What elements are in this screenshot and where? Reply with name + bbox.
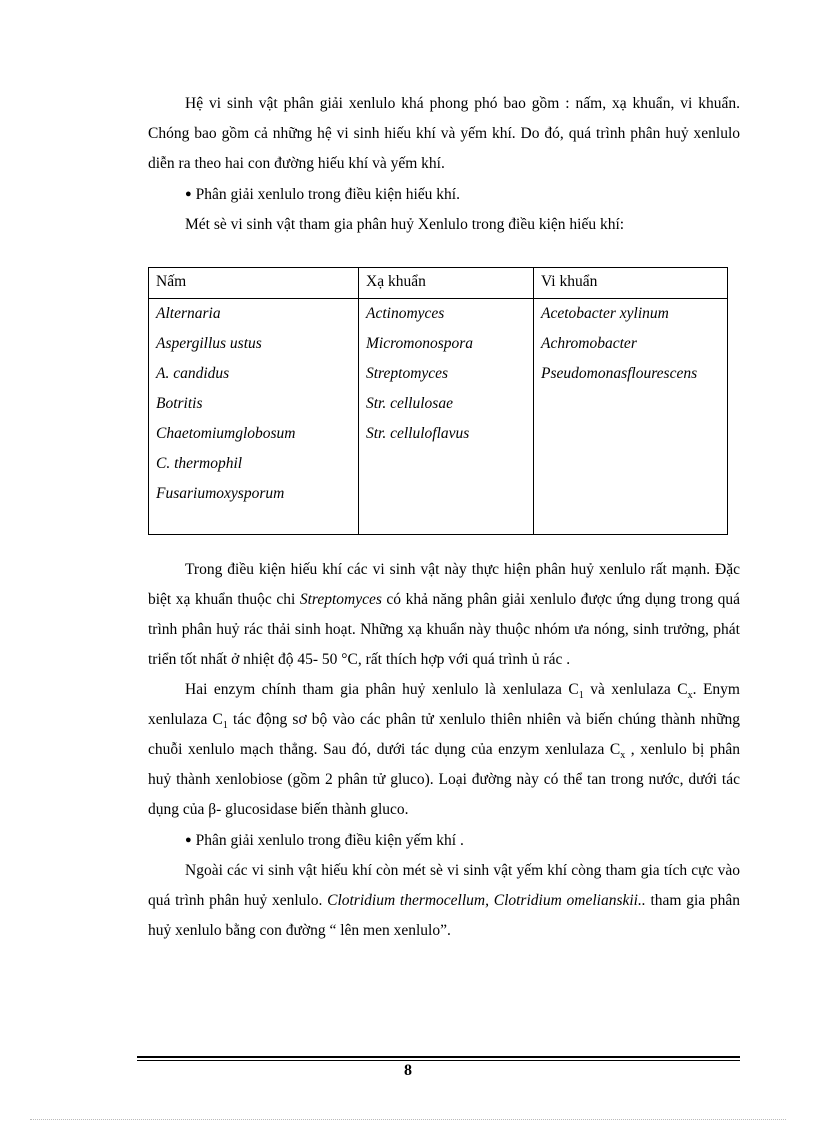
table-header-row [149, 268, 728, 299]
paragraph-enzymes [148, 675, 740, 825]
list-item: Alternaria [156, 305, 221, 322]
intro-section [148, 89, 740, 240]
paragraph-intro: Hệ vi sinh vật phân giải xenlulo khá phong phó bao gồm : nấm, xạ khuẩn, vi khuẩn. Chóng bao gồm cả những hệ vi sinh hiếu khí và yếm khí. Do đó, quá trình phân huỷ xenlulo diễn ra theo hai con đường hiếu khí và yếm khí. [148, 95, 740, 172]
bacteria-cell [534, 299, 728, 535]
header-fungi: Nấm [149, 268, 359, 299]
text-run: có khả năng phân giải xenlulo được ứng dụng trong quá trình phân huỷ rác thải sinh hoạt. Những xạ khuẩn này thuộc nhóm ưa nóng, sinh trưởng, phát triển tốt nhất ở nhiệt độ 45- 50 °C, rất thích hợp với quá trình ủ rác . [148, 591, 741, 668]
text-run: Trong điều kiện hiếu khí các vi sinh vật này thực hiện phân huỷ xenlulo rất mạnh. Đặc biệt xạ khuẩn thuộc chi [148, 561, 740, 608]
bullet-aerobic [148, 179, 740, 210]
list-item: A. candidus [156, 365, 230, 382]
footer-rule-thin [137, 1060, 740, 1061]
genus-name: Streptomyces [299, 591, 382, 608]
subscript: x [687, 690, 693, 701]
page-border-dotted [30, 1119, 786, 1120]
list-item: Acetobacter xylinum [541, 305, 669, 322]
subscript: x [620, 750, 626, 761]
species-names: Clotridium thermocellum, Clotridium omelianskii.. [327, 892, 646, 909]
list-item: Str. cellulosae [366, 395, 453, 412]
text-run: và xenlulaza C [583, 681, 688, 698]
fungi-cell [149, 299, 359, 535]
header-actinomycetes: Xạ khuẩn [359, 268, 534, 299]
list-item: Fusariumoxysporum [156, 485, 285, 502]
subscript: 1 [578, 690, 584, 701]
list-item: Streptomyces [366, 365, 449, 382]
paragraph-anaerobic [148, 856, 740, 946]
table-row [149, 299, 728, 535]
bullet-icon: ● [185, 834, 192, 846]
microorganism-table [148, 267, 728, 535]
paragraph-table-intro: Mét sè vi sinh vật tham gia phân huỷ Xenlulo trong điều kiện hiếu khí: [185, 216, 625, 233]
footer-rule [137, 1056, 740, 1058]
header-bacteria: Vi khuẩn [534, 268, 728, 299]
text-run: tác động sơ bộ vào các phân tử xenlulo thiên nhiên và biến chúng thành những chuỗi xenlulo mạch thẳng. Sau đó, dưới tác dụng của enzym xenlulaza C [148, 711, 740, 758]
text-run: Hai enzym chính tham gia phân huỷ xenlulo là xenlulaza C [185, 681, 579, 698]
list-item: C. thermophil [156, 455, 243, 472]
actinomycetes-cell [359, 299, 534, 535]
bullet-aerobic-text: Phân giải xenlulo trong điều kiện hiếu khí. [195, 186, 460, 203]
list-item: Botritis [156, 395, 203, 412]
list-item: Aspergillus ustus [156, 335, 262, 352]
paragraph-streptomyces [148, 555, 740, 675]
body-section [148, 555, 740, 946]
bullet-icon: ● [185, 188, 192, 200]
list-item: Str. celluloflavus [366, 425, 470, 442]
list-item: Chaetomiumglobosum [156, 425, 296, 442]
text-run: , xenlulo bị phân huỷ thành xenlobiose (gồm 2 phân tử gluco). Loại đường này có thể tan trong nước, dưới tác dụng của β- glucosidase biến thành gluco. [148, 741, 740, 818]
bullet-anaerobic-text: Phân giải xenlulo trong điều kiện yếm khí . [195, 832, 464, 849]
list-item: Achromobacter [541, 335, 637, 352]
list-item: Actinomyces [366, 305, 445, 322]
list-item: Pseudomonasflourescens [541, 365, 698, 382]
subscript: 1 [222, 720, 228, 731]
list-item: Micromonospora [366, 335, 474, 352]
page-number: 8 [404, 1062, 412, 1079]
text-run: tham gia phân huỷ xenlulo bằng con đường “ lên men xenlulo”. [148, 892, 740, 939]
bullet-anaerobic [148, 825, 740, 856]
text-run: . Enym xenlulaza C [148, 681, 740, 728]
text-run: Ngoài các vi sinh vật hiếu khí còn mét sè vi sinh vật yếm khí còng tham gia tích cực vào quá trình phân huỷ xenlulo. [148, 862, 740, 909]
